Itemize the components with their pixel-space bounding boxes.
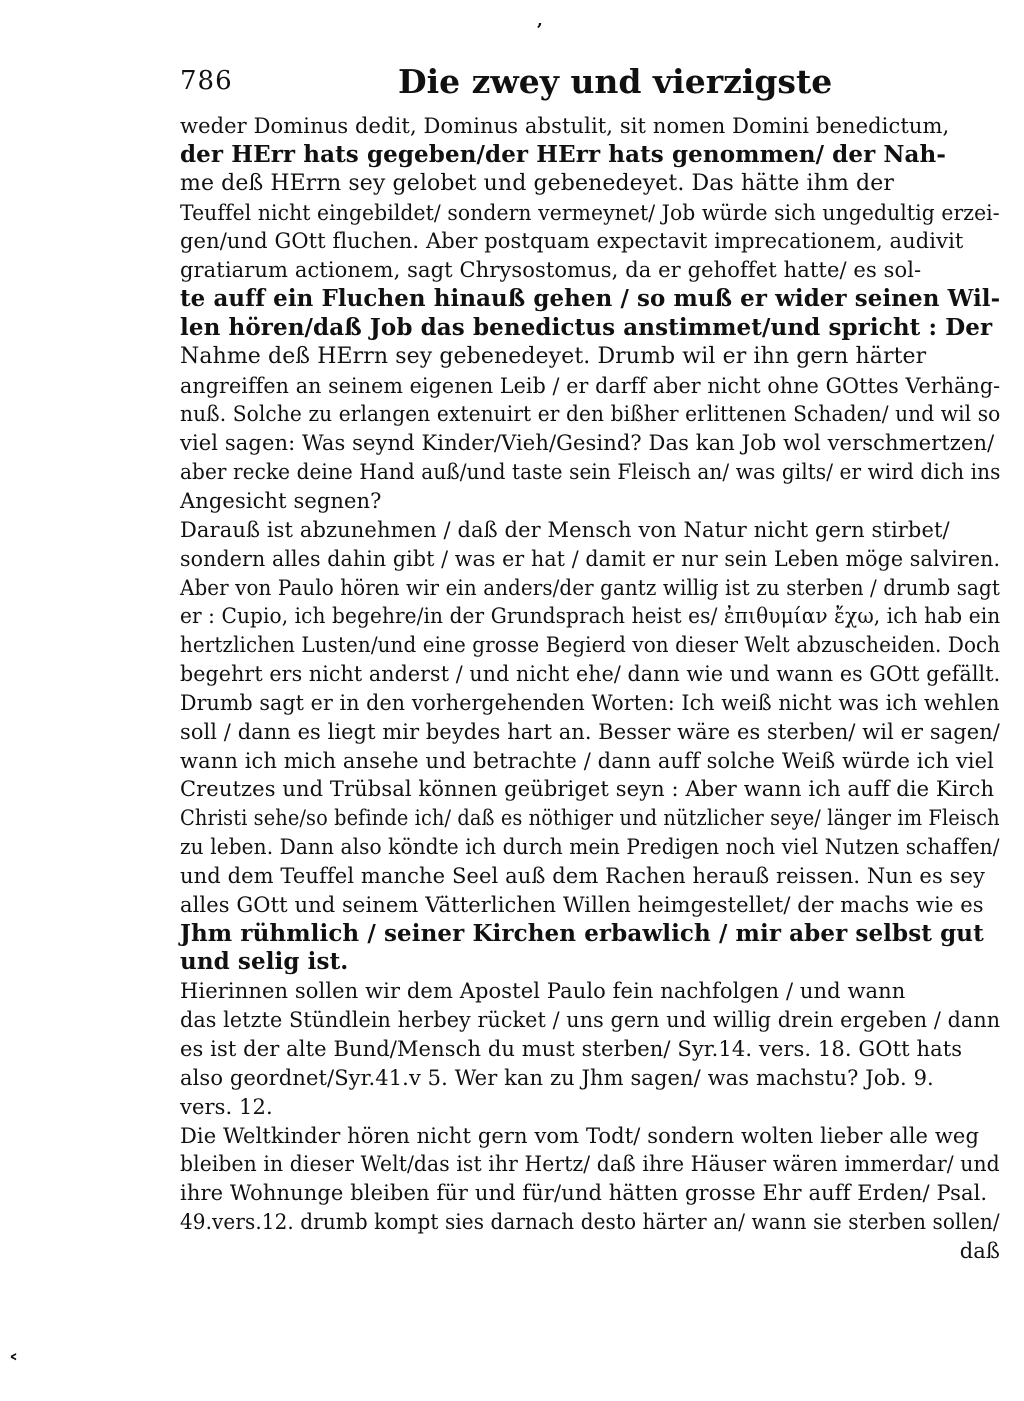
text-line: der HErr hats gegeben/der HErr hats genommen/ der Nah- <box>180 140 947 168</box>
text-line: len hören/daß Job das benedictus anstimmet/und spricht : Der <box>180 313 993 341</box>
text-line: Drumb sagt er in den vorhergehenden Worten: Ich weiß nicht was ich wehlen <box>180 690 1000 715</box>
text-line: Teuffel nicht eingebildet/ sondern vermeynet/ Job würde sich ungedultig erzei- <box>180 200 1000 225</box>
running-title: Die zwey und vierzigste <box>398 62 833 101</box>
text-line: viel sagen: Was seynd Kinder/Vieh/Gesind? Das kan Job wol verschmertzen/ <box>180 431 995 456</box>
text-line: Aber von Paulo hören wir ein anders/der gantz willig ist zu sterben / drumb sagt <box>180 575 1000 600</box>
text-line: Jhm rühmlich / seiner Kirchen erbawlich / mir aber selbst gut <box>180 919 984 947</box>
text-line: nuß. Solche zu erlangen extenuirt er den bißher erlittenen Schaden/ und wil so <box>180 402 1001 427</box>
text-line: Christi sehe/so befinde ich/ daß es nöthiger und nützlicher seye/ länger im Fleisch <box>180 806 1000 831</box>
text-line: Angesicht segnen? <box>180 488 382 513</box>
text-line: hertzlichen Lusten/und eine grosse Begierd von dieser Welt abzuscheiden. Doch <box>180 633 1001 658</box>
catchword: daß <box>959 1238 1000 1263</box>
text-line: ihre Wohnunge bleiben für und für/und hätten grosse Ehr auff Erden/ Psal. <box>180 1181 988 1206</box>
text-line: Hierinnen sollen wir dem Apostel Paulo fein nachfolgen / und wann <box>180 979 906 1004</box>
text-line: Die Weltkinder hören nicht gern vom Todt/ sondern wolten lieber alle weg <box>180 1123 979 1148</box>
text-line: Creutzes und Trübsal können geübriget seyn : Aber wann ich auff die Kirch <box>180 777 995 802</box>
page-number: 786 <box>180 66 233 96</box>
text-line: alles GOtt und seinem Vätterlichen Willen heimgestellet/ der machs wie es <box>180 892 984 917</box>
text-line: und dem Teuffel manche Seel auß dem Rachen herauß reissen. Nun es sey <box>180 863 985 888</box>
text-line: vers. 12. <box>180 1094 273 1119</box>
text-line: zu leben. Dann also köndte ich durch mein Predigen noch viel Nutzen schaffen/ <box>180 835 1000 860</box>
text-line: er : Cupio, ich begehre/in der Grundsprach heist es/ ἐπιθυμίαν ἔχω, ich hab ein <box>180 604 1001 629</box>
text-line: Darauß ist abzunehmen / daß der Mensch von Natur nicht gern stirbet/ <box>180 517 950 542</box>
text-line: es ist der alte Bund/Mensch du must sterben/ Syr.14. vers. 18. GOtt hats <box>180 1037 963 1061</box>
text-line: soll / dann es liegt mir beydes hart an. Besser wäre es sterben/ wil er sagen/ <box>180 719 1000 744</box>
text-line: wann ich mich ansehe und betrachte / dann auff solche Weiß würde ich viel <box>180 748 994 773</box>
text-line: sondern alles dahin gibt / was er hat / damit er nur sein Leben möge salviren. <box>180 546 1001 571</box>
text-line: das letzte Stündlein herbey rücket / uns gern und willig drein ergeben / dann <box>180 1008 1001 1033</box>
text-line: te auff ein Fluchen hinauß gehen / so muß er wider seinen Wil- <box>180 285 1001 313</box>
text-line: Nahme deß HErrn sey gebenedeyet. Drumb wil er ihn gern härter <box>180 343 927 369</box>
text-line: und selig ist. <box>180 948 349 976</box>
text-line: also geordnet/Syr.41.v 5. Wer kan zu Jhm sagen/ was machstu? Job. 9. <box>180 1065 934 1090</box>
text-line: bleiben in dieser Welt/das ist ihr Hertz/ daß ihre Häuser wären immerdar/ und <box>180 1152 1000 1177</box>
text-line: gratiarum actionem, sagt Chrysostomus, da er gehoffet hatte/ es sol- <box>180 258 922 283</box>
text-line: weder Dominus dedit, Dominus abstulit, sit nomen Domini benedictum, <box>180 114 950 138</box>
text-line: angreiffen an seinem eigenen Leib / er darff aber nicht ohne GOttes Verhäng- <box>180 373 1001 398</box>
text-line: aber recke deine Hand auß/und taste sein Fleisch an/ was gilts/ er wird dich ins <box>180 460 1001 485</box>
text-body <box>180 112 1000 1266</box>
ink-mark-top: ʼ <box>536 20 543 41</box>
text-line: begehrt ers nicht anderst / und nicht ehe/ dann wie und wann es GOtt gefällt. <box>180 662 1001 687</box>
text-line: 49.vers.12. drumb kompt sies darnach desto härter an/ wann sie sterben sollen/ <box>180 1210 1000 1235</box>
page-header <box>180 58 1000 108</box>
text-line: gen/und GOtt fluchen. Aber postquam expectavit imprecationem, audivit <box>180 229 964 254</box>
text-line: me deß HErrn sey gelobet und gebenedeyet. Das hätte ihm der <box>180 170 894 196</box>
ink-mark-bottom: ˂ <box>8 1352 19 1378</box>
